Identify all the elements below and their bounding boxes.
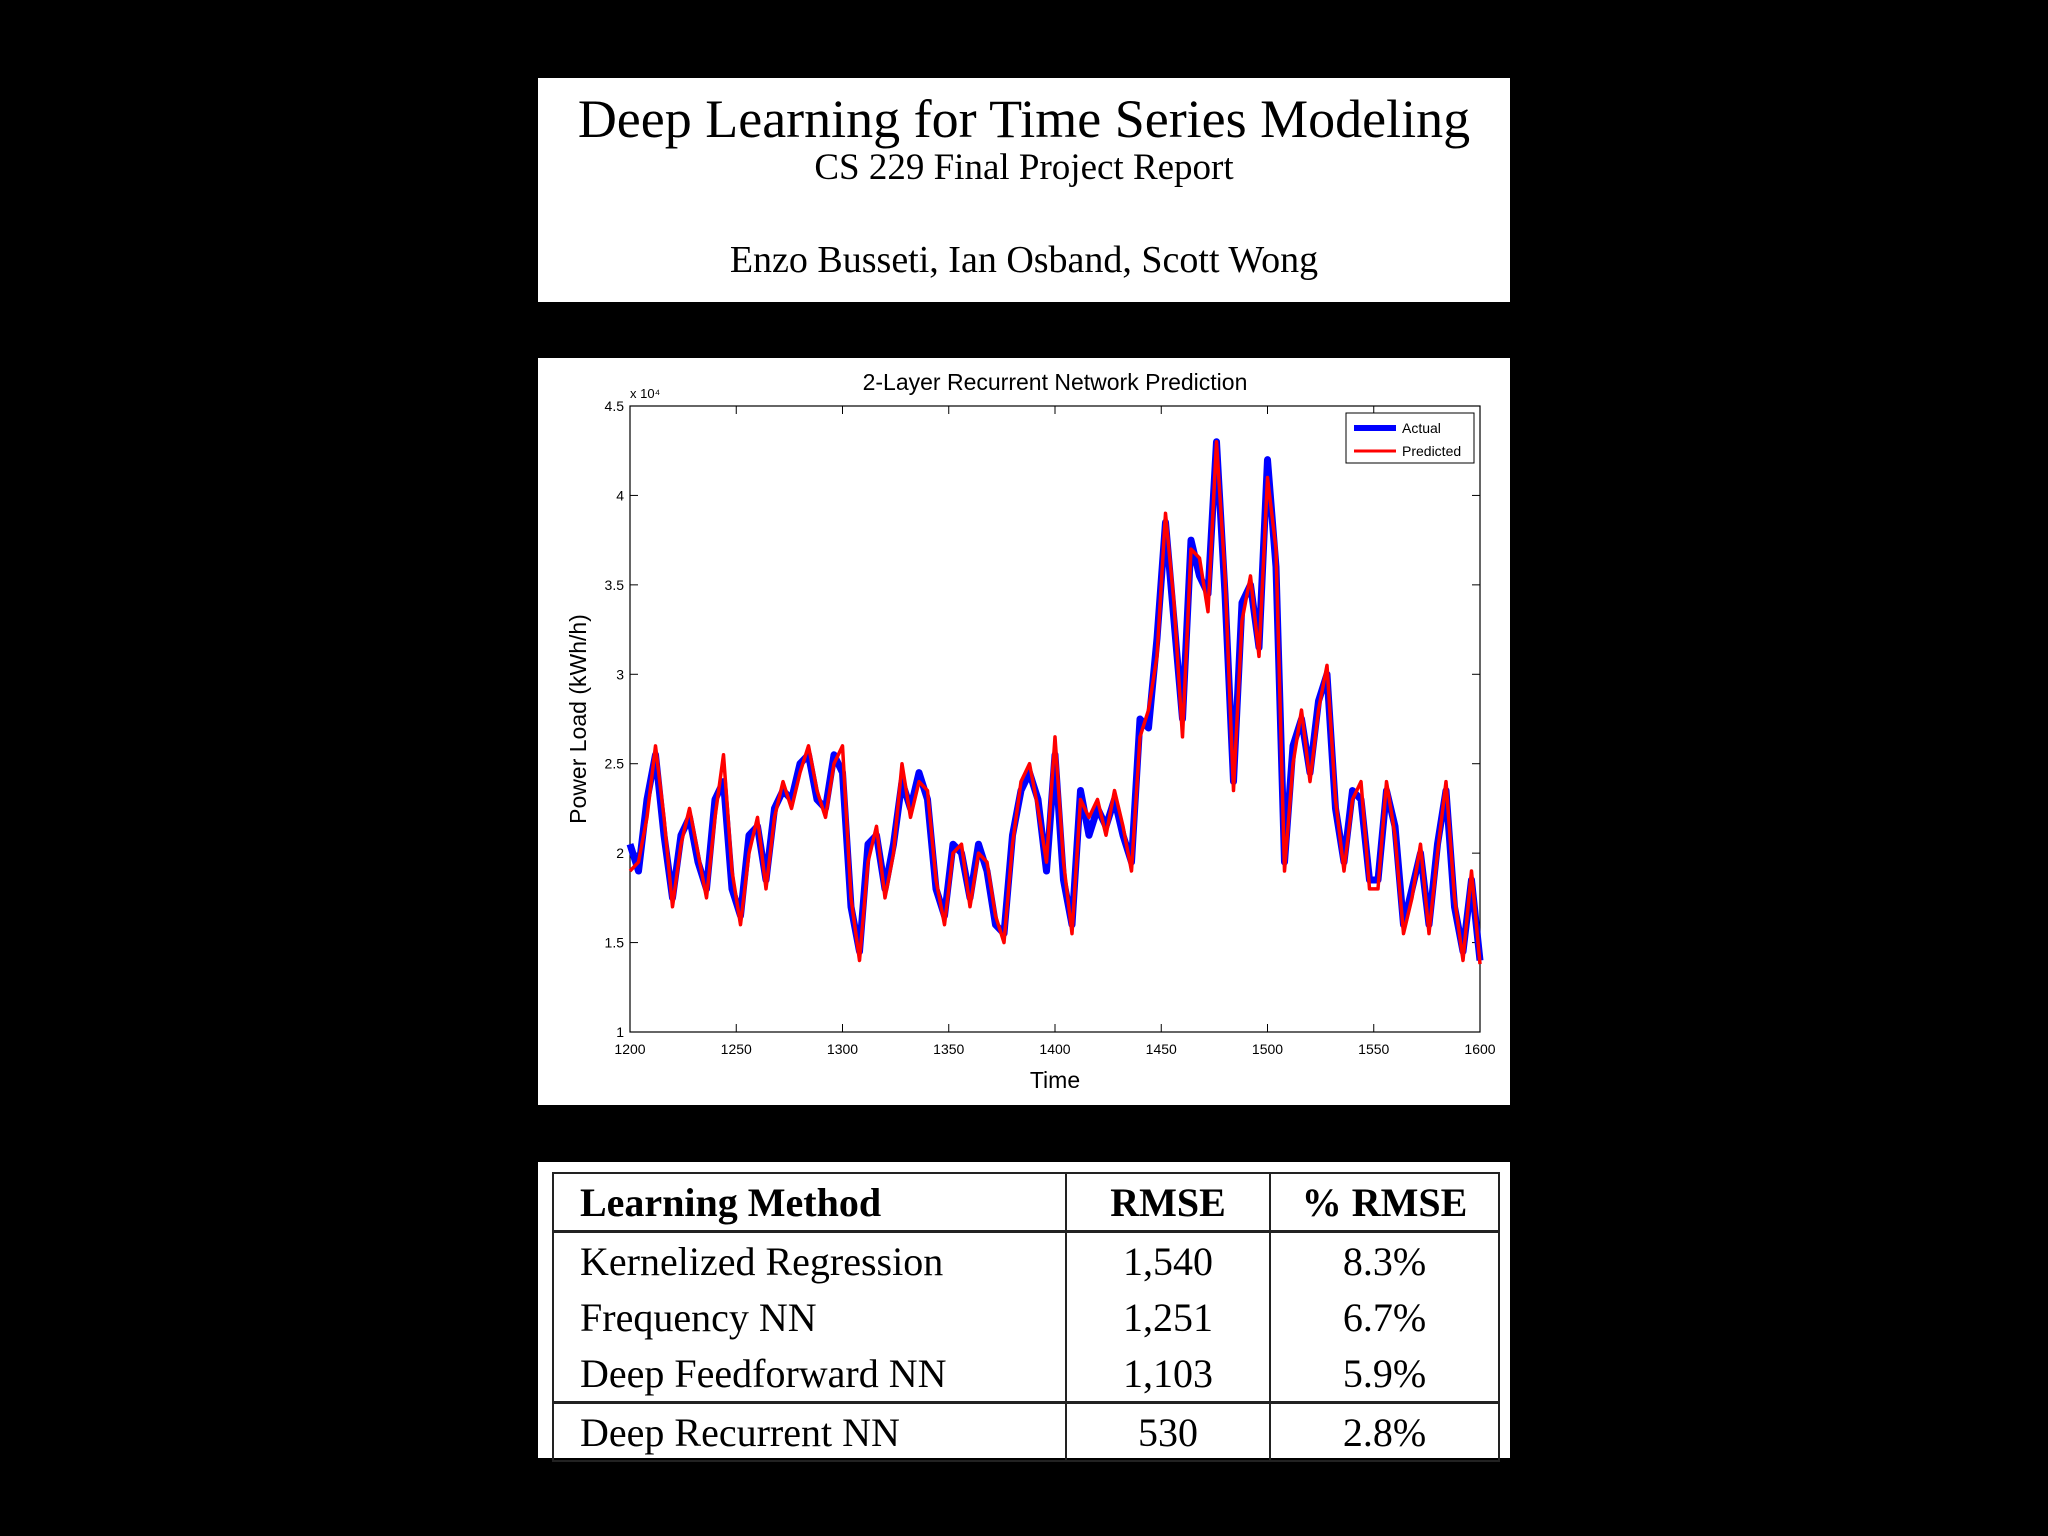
x-tick-label: 1400 [1039,1041,1071,1057]
paper-title: Deep Learning for Time Series Modeling [577,89,1471,149]
table-header-row [553,1173,1499,1232]
header-learning-method: Learning Method [553,1173,1066,1232]
x-tick-label: 1350 [933,1041,965,1057]
percent-rmse-cell: 8.3% [1270,1232,1499,1290]
table-row [553,1289,1499,1345]
x-tick-label: 1250 [720,1041,752,1057]
y-tick-label: 3 [616,666,624,683]
y-tick-label: 4.5 [604,398,624,414]
legend-label-actual: Actual [1402,420,1441,436]
header-percent-rmse: % RMSE [1270,1173,1499,1232]
line-chart [538,358,1510,1105]
x-tick-label: 1200 [614,1041,646,1057]
y-tick-label: 2.5 [604,755,624,772]
rmse-cell: 530 [1066,1403,1270,1462]
header-rmse: RMSE [1066,1173,1270,1232]
method-cell: Kernelized Regression [580,1238,944,1284]
legend-label-predicted: Predicted [1402,443,1462,459]
method-cell: Frequency NN [580,1294,817,1340]
series-line-predicted [630,442,1480,964]
percent-rmse-cell: 6.7% [1270,1289,1499,1345]
method-cell: Deep Feedforward NN [580,1350,947,1396]
y-tick-label: 4 [616,487,624,504]
x-tick-label: 1300 [826,1041,859,1057]
series-line-actual [630,442,1480,961]
table-panel [538,1162,1510,1458]
table-row [553,1232,1499,1290]
table-row [553,1345,1499,1403]
paper-authors: Enzo Busseti, Ian Osband, Scott Wong [729,239,1319,281]
results-table [552,1172,1500,1462]
y-tick-label: 1.5 [604,934,624,951]
rmse-cell: 1,103 [1066,1345,1270,1403]
x-axis-label: Time [1029,1067,1081,1093]
x-tick-label: 1500 [1251,1041,1284,1057]
x-tick-label: 1600 [1464,1041,1496,1057]
y-tick-label: 3.5 [604,576,624,593]
percent-rmse-cell: 5.9% [1270,1345,1499,1403]
plot-frame [630,406,1480,1032]
rmse-cell: 1,540 [1066,1232,1270,1290]
chart-title: 2-Layer Recurrent Network Prediction [862,369,1248,395]
table-row [553,1403,1499,1462]
rmse-cell: 1,251 [1066,1289,1270,1345]
title-panel [538,78,1510,302]
chart-panel [538,358,1510,1105]
x-tick-label: 1550 [1358,1041,1390,1057]
x-tick-label: 1450 [1145,1041,1177,1057]
y-multiplier-label: x 10⁴ [630,386,661,401]
y-axis-label: Power Load (kWh/h) [565,614,591,824]
y-tick-label: 2 [616,845,624,862]
percent-rmse-cell: 2.8% [1270,1403,1499,1462]
y-tick-label: 1 [616,1024,624,1040]
paper-subtitle: CS 229 Final Project Report [814,147,1234,188]
method-cell: Deep Recurrent NN [553,1403,1066,1462]
